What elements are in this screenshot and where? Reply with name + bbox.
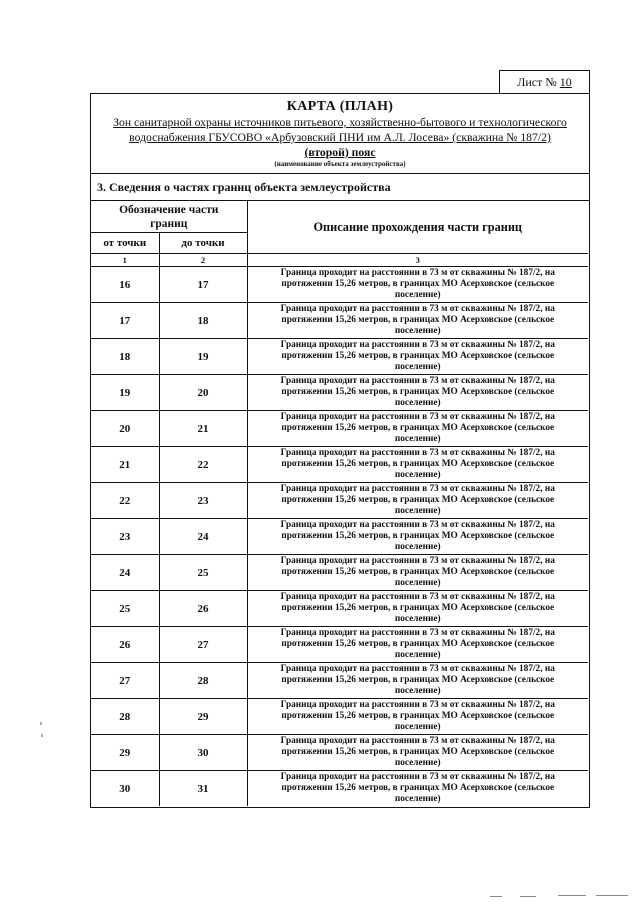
description-line: протяжении 15,26 метров, в границах МО Асерховское (сельское (281, 567, 555, 577)
description-line: протяжении 15,26 метров, в границах МО Асерховское (сельское (281, 351, 555, 361)
from-point-cell: 19 (91, 375, 159, 411)
description-line: поселение) (394, 722, 441, 732)
description-line: протяжении 15,26 метров, в границах МО Асерховское (сельское (281, 279, 555, 289)
to-point-cell: 25 (159, 555, 247, 591)
from-point-cell: 22 (91, 483, 159, 519)
description-line: поселение) (394, 578, 441, 588)
description-line: протяжении 15,26 метров, в границах МО Асерховское (сельское (281, 783, 555, 793)
from-point-cell: 30 (91, 771, 159, 807)
table-row (91, 663, 588, 699)
description-line: Граница проходит на расстоянии в 73 м от скважины № 187/2, на (280, 376, 555, 386)
boundary-description-cell (247, 411, 588, 447)
from-point-cell: 21 (91, 447, 159, 483)
from-point-cell: 25 (91, 591, 159, 627)
from-point-header: от точки (91, 233, 159, 254)
to-point-cell: 17 (159, 267, 247, 303)
description-line: поселение) (394, 290, 441, 300)
from-point-cell: 27 (91, 663, 159, 699)
to-point-cell: 31 (159, 771, 247, 807)
from-point-cell: 28 (91, 699, 159, 735)
scan-artifact (596, 895, 628, 896)
description-line: поселение) (394, 650, 441, 660)
to-point-cell: 26 (159, 591, 247, 627)
table-row (91, 771, 588, 807)
point-designation-header-line: Обозначение части (119, 203, 219, 216)
description-line: поселение) (394, 794, 441, 804)
description-line: Граница проходит на расстоянии в 73 м от скважины № 187/2, на (280, 628, 555, 638)
boundary-description-cell (247, 303, 588, 339)
subtitle-line: водоснабжения ГБУСОВО «Арбузовский ПНИ им А.Л. Лосева» (скважина № 187/2) (129, 131, 551, 144)
table-row (91, 375, 588, 411)
from-point-cell: 23 (91, 519, 159, 555)
table-row (91, 483, 588, 519)
scan-artifact (40, 722, 42, 725)
scan-artifact (558, 895, 586, 896)
description-line: поселение) (394, 434, 441, 444)
description-line: Граница проходит на расстоянии в 73 м от скважины № 187/2, на (280, 736, 555, 746)
sheet-label: Лист № (517, 75, 557, 89)
to-point-cell: 28 (159, 663, 247, 699)
description-line: Граница проходит на расстоянии в 73 м от скважины № 187/2, на (280, 556, 555, 566)
to-point-cell: 22 (159, 447, 247, 483)
to-point-cell: 30 (159, 735, 247, 771)
boundary-description-cell (247, 267, 588, 303)
to-point-cell: 19 (159, 339, 247, 375)
scan-artifact (41, 734, 43, 737)
description-line: протяжении 15,26 метров, в границах МО Асерховское (сельское (281, 603, 555, 613)
table-row (91, 519, 588, 555)
boundary-description-cell (247, 771, 588, 807)
boundary-description-cell (247, 447, 588, 483)
to-point-cell: 29 (159, 699, 247, 735)
description-line: Граница проходит на расстоянии в 73 м от скважины № 187/2, на (280, 268, 555, 278)
boundary-description-cell (247, 375, 588, 411)
subtitle-line: Зон санитарной охраны источников питьевого, хозяйственно-бытового и технологического (113, 116, 567, 129)
table-row (91, 339, 588, 375)
from-point-cell: 26 (91, 627, 159, 663)
boundary-description-cell (247, 591, 588, 627)
table-row (91, 699, 588, 735)
description-line: Граница проходит на расстоянии в 73 м от скважины № 187/2, на (280, 304, 555, 314)
boundary-description-cell (247, 339, 588, 375)
table-row (91, 267, 588, 303)
description-line: Граница проходит на расстоянии в 73 м от скважины № 187/2, на (280, 592, 555, 602)
description-line: протяжении 15,26 метров, в границах МО Асерховское (сельское (281, 387, 555, 397)
boundary-description-cell (247, 627, 588, 663)
table-row (91, 591, 588, 627)
description-line: поселение) (394, 326, 441, 336)
description-line: Граница проходит на расстоянии в 73 м от скважины № 187/2, на (280, 520, 555, 530)
to-point-cell: 23 (159, 483, 247, 519)
scan-artifact (490, 896, 502, 897)
description-line: поселение) (394, 470, 441, 480)
from-point-cell: 24 (91, 555, 159, 591)
title-block (91, 94, 589, 174)
column-number: 3 (247, 254, 588, 267)
description-line: Граница проходит на расстоянии в 73 м от скважины № 187/2, на (280, 772, 555, 782)
description-line: протяжении 15,26 метров, в границах МО Асерховское (сельское (281, 459, 555, 469)
from-point-cell: 16 (91, 267, 159, 303)
description-line: поселение) (394, 398, 441, 408)
table-body (91, 267, 588, 807)
table-row (91, 555, 588, 591)
from-point-cell: 29 (91, 735, 159, 771)
to-point-cell: 20 (159, 375, 247, 411)
scan-artifact (520, 896, 536, 897)
description-line: Граница проходит на расстоянии в 73 м от скважины № 187/2, на (280, 700, 555, 710)
table-header-row (91, 201, 588, 233)
boundary-description-cell (247, 699, 588, 735)
description-line: поселение) (394, 758, 441, 768)
table-row (91, 411, 588, 447)
to-point-cell: 24 (159, 519, 247, 555)
column-numbers-row (91, 254, 588, 267)
table-row (91, 303, 588, 339)
to-point-cell: 27 (159, 627, 247, 663)
description-column-header: Описание прохождения части границ (247, 201, 588, 254)
point-designation-header-line: границ (150, 217, 188, 230)
column-number: 2 (159, 254, 247, 267)
boundary-description-cell (247, 483, 588, 519)
from-point-cell: 18 (91, 339, 159, 375)
boundary-description-cell (247, 519, 588, 555)
description-line: Граница проходит на расстоянии в 73 м от скважины № 187/2, на (280, 484, 555, 494)
from-point-cell: 17 (91, 303, 159, 339)
description-line: поселение) (394, 506, 441, 516)
sheet-number: 10 (559, 75, 572, 89)
description-line: протяжении 15,26 метров, в границах МО Асерховское (сельское (281, 747, 555, 757)
description-line: Граница проходит на расстоянии в 73 м от скважины № 187/2, на (280, 340, 555, 350)
table-row (91, 627, 588, 663)
description-line: протяжении 15,26 метров, в границах МО Асерховское (сельское (281, 711, 555, 721)
description-line: протяжении 15,26 метров, в границах МО Асерховское (сельское (281, 315, 555, 325)
to-point-cell: 18 (159, 303, 247, 339)
document-title: КАРТА (ПЛАН) (286, 99, 394, 114)
column-number: 1 (91, 254, 159, 267)
description-line: протяжении 15,26 метров, в границах МО Асерховское (сельское (281, 423, 555, 433)
description-line: поселение) (394, 362, 441, 372)
description-line: поселение) (394, 614, 441, 624)
table-row (91, 447, 588, 483)
zone-label: (второй) пояс (304, 146, 376, 159)
object-caption: (наименование объекта землеустройства) (274, 160, 406, 168)
description-line: поселение) (394, 542, 441, 552)
description-line: протяжении 15,26 метров, в границах МО Асерховское (сельское (281, 639, 555, 649)
to-point-header: до точки (159, 233, 247, 254)
document-frame (90, 93, 590, 808)
description-line: протяжении 15,26 метров, в границах МО Асерховское (сельское (281, 495, 555, 505)
to-point-cell: 21 (159, 411, 247, 447)
from-point-cell: 20 (91, 411, 159, 447)
description-line: поселение) (394, 686, 441, 696)
description-line: Граница проходит на расстоянии в 73 м от скважины № 187/2, на (280, 448, 555, 458)
table-row (91, 735, 588, 771)
boundary-parts-table (91, 201, 588, 806)
boundary-description-cell (247, 735, 588, 771)
description-line: Граница проходит на расстоянии в 73 м от скважины № 187/2, на (280, 412, 555, 422)
boundary-description-cell (247, 663, 588, 699)
point-designation-header (91, 201, 247, 233)
description-line: Граница проходит на расстоянии в 73 м от скважины № 187/2, на (280, 664, 555, 674)
description-line: протяжении 15,26 метров, в границах МО Асерховское (сельское (281, 531, 555, 541)
boundary-description-cell (247, 555, 588, 591)
sheet-number-box (499, 70, 590, 94)
section-title: 3. Сведения о частях границ объекта землеустройства (91, 174, 589, 201)
description-line: протяжении 15,26 метров, в границах МО Асерховское (сельское (281, 675, 555, 685)
